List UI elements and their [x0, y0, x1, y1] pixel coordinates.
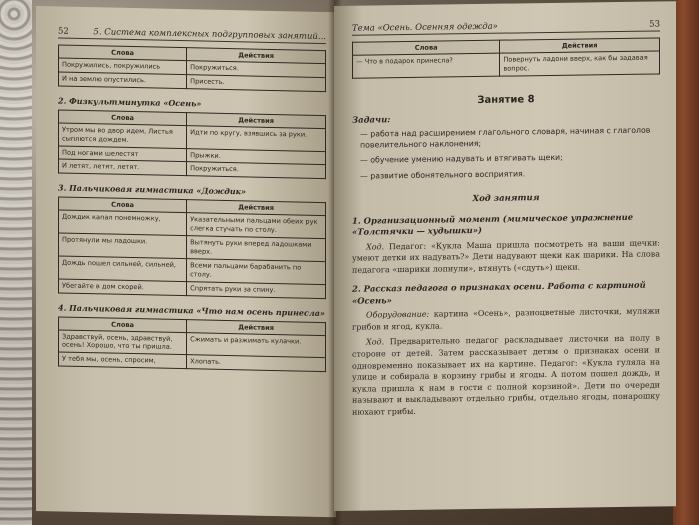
section-2-title: 2. Рассказ педагога о признаках осени. Работа с картиной «Осень»: [352, 280, 646, 306]
task-item: — работа над расширением глагольного словаря, начиная с глаголов повелительного наклонения;: [360, 125, 651, 150]
column-header-words: Слова: [59, 317, 187, 333]
column-header-actions: Действия: [187, 200, 326, 216]
section-1-label: Ход.: [366, 241, 385, 252]
cell-words: У тебя мы, осень, спросим,: [59, 352, 187, 369]
tasks-label: Задачи:: [352, 114, 391, 126]
column-header-actions: Действия: [187, 319, 326, 335]
cell-words: Под ногами шелестят: [59, 146, 187, 163]
cell-action: Идти по кругу, взявшись за руки.: [187, 125, 326, 151]
cell-action: Присесть.: [187, 75, 326, 92]
section-2-label: Ход.: [366, 337, 385, 347]
cell-words: Здравствуй, осень, здравствуй, осень! Хорошо, что ты пришла.: [59, 330, 187, 355]
cell-words: Дождь пошел сильней, сильней,: [59, 256, 187, 281]
right-page: [334, 1, 676, 511]
section-2-body: Предварительно педагог раскладывает листочки на полу в стороне от детей. Затем рассказывает детям о признаках осени и одновременно показывает их на картине. Педагог: «Кукла гуляла на улице и собирала в корзину грибы и ягоды. А потом пошел дождь, и кукла пришла к нам в гости с полной корзиной». Дети по очереди называют и выкладывают отдельно грибы, отдельно ягоды, понарошку нюхают грибы.: [352, 333, 661, 417]
table-rhyme-continuation: [58, 44, 326, 91]
cell-action: Покружиться.: [187, 162, 326, 179]
column-header-words: Слова: [59, 197, 187, 213]
section-heading: 3. Пальчиковая гимнастика «Дождик»: [58, 182, 247, 197]
table-rhyme-end: [352, 37, 660, 78]
section-1-text: [352, 237, 660, 276]
lace-tablecloth: [0, 0, 32, 525]
cell-words: Протянули мы ладошки.: [59, 233, 187, 258]
left-page-number: 52: [58, 26, 69, 37]
column-header-words: Слова: [59, 110, 187, 126]
equipment-label: Оборудование:: [366, 309, 430, 320]
right-running-title: Тема «Осень. Осенняя одежда»: [352, 21, 498, 34]
task-item: — обучение умению надувать и втягивать щеки;: [360, 153, 563, 166]
cell-words: — Что в подарок принесла?: [353, 53, 500, 78]
left-running-title: 5. Система комплексных подгрупповых занятий...: [93, 27, 326, 43]
cell-action: Сжимать и разжимать кулачки.: [187, 332, 326, 358]
cell-action: Хлопать.: [187, 355, 326, 372]
column-header-actions: Действия: [187, 48, 326, 64]
book-cover-edge: [673, 0, 699, 525]
cell-words: Утром мы во двор идем, Листья сыплются дождем.: [59, 123, 187, 148]
cell-action: Повернуть ладони вверх, как бы задавая вопрос.: [500, 51, 660, 76]
cell-action: Прыжки.: [187, 148, 326, 165]
cell-action: Покружиться.: [187, 61, 326, 78]
column-header-words: Слова: [353, 40, 500, 55]
cell-words: Убегайте в дом скорей.: [59, 279, 187, 296]
section-2-text: [352, 333, 660, 418]
section-1-title: 1. Организационный момент (мимическое упражнение «Толстячки — худышки»): [352, 211, 634, 238]
left-running-head: [58, 26, 326, 44]
table-fizkultminutka: [58, 109, 326, 179]
cell-action: Спрятать руки за спину.: [187, 281, 326, 298]
cell-words: Покружились, покружились: [59, 58, 187, 75]
right-page-number: 53: [649, 19, 660, 30]
section-2-equipment: [352, 306, 660, 333]
cell-action: Вытянуть руки вперед ладошками вверх.: [187, 236, 326, 262]
section-heading: 2. Физкультминутка «Осень»: [58, 95, 202, 109]
course-heading: Ход занятия: [472, 193, 540, 205]
left-page: [36, 6, 336, 517]
column-header-actions: Действия: [500, 38, 660, 53]
cell-action: Указательными пальцами обеих рук слегка стучать по столу.: [187, 213, 326, 239]
equipment-text: картина «Осень», разноцветные листочки, муляжи грибов и ягод, кукла.: [352, 306, 660, 332]
section-1-body: Педагог: «Кукла Маша пришла посмотреть на ваши щечки: умеют детки их надувать?» Дети надувают щеки как шарики. На слова педагога «шарики лопнули», втянуть («сдуть») щеки.: [352, 238, 660, 275]
right-running-head: [352, 19, 660, 35]
table-dozhdik: [58, 197, 326, 299]
column-header-words: Слова: [59, 45, 187, 61]
lesson-title: Занятие 8: [477, 93, 535, 106]
table-row: [353, 51, 660, 78]
table-chto-nam-osen: [58, 316, 326, 372]
cell-words: И летят, летят, летят.: [59, 159, 187, 176]
task-item: — развитие обонятельного восприятия.: [360, 169, 526, 181]
section-heading: 4. Пальчиковая гимнастика «Что нам осень принесла»: [58, 302, 325, 318]
cell-action: Всеми пальцами барабанить по столу.: [187, 259, 326, 285]
column-header-actions: Действия: [187, 112, 326, 128]
cell-words: И на землю опустились.: [59, 72, 187, 89]
cell-words: Дождик капал понемножку,: [59, 210, 187, 235]
